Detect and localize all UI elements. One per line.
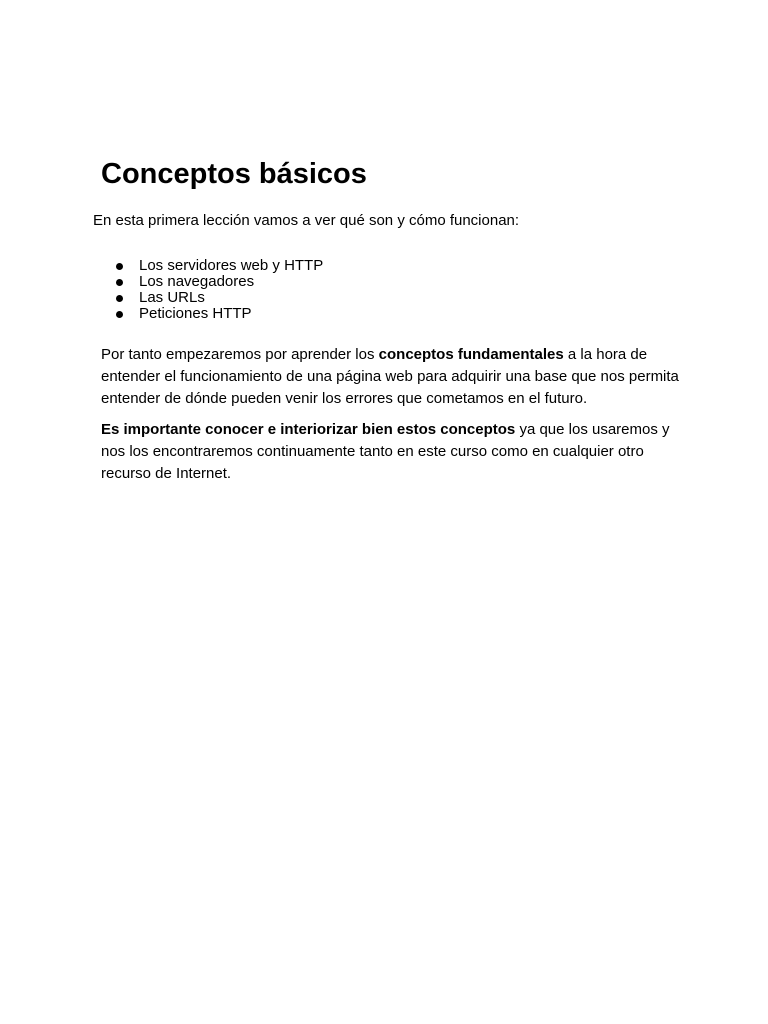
bullet-icon: [116, 295, 123, 302]
paragraph-emphasis: Es importante conocer e interiorizar bien estos conceptos: [101, 421, 516, 438]
bullet-icon: [116, 263, 123, 270]
paragraph-text: Por tanto empezaremos por aprender los: [101, 346, 379, 363]
list-item-text: Los navegadores: [139, 273, 255, 290]
paragraph-text: ya que los usaremos y nos los encontraremos continuamente tanto en este curso como en cualquier otro recurso de Internet.: [101, 421, 670, 482]
paragraph-text: a la hora de entender el funcionamiento de una página web para adquirir una base que nos permita entender de dónde pueden venir los errores que cometamos en el futuro.: [101, 346, 679, 407]
paragraph-fundamentals: [101, 344, 681, 410]
paragraph-emphasis: conceptos fundamentales: [378, 346, 564, 363]
list-item-text: Los servidores web y HTTP: [139, 257, 324, 274]
bullet-icon: [116, 311, 123, 318]
page-title: Conceptos básicos: [101, 158, 367, 190]
intro-text: En esta primera lección vamos a ver qué son y cómo funcionan:: [93, 212, 520, 229]
paragraph-importance: [101, 419, 681, 485]
bullet-icon: [116, 279, 123, 286]
list-item-text: Peticiones HTTP: [139, 305, 252, 322]
list-item-text: Las URLs: [139, 289, 205, 306]
